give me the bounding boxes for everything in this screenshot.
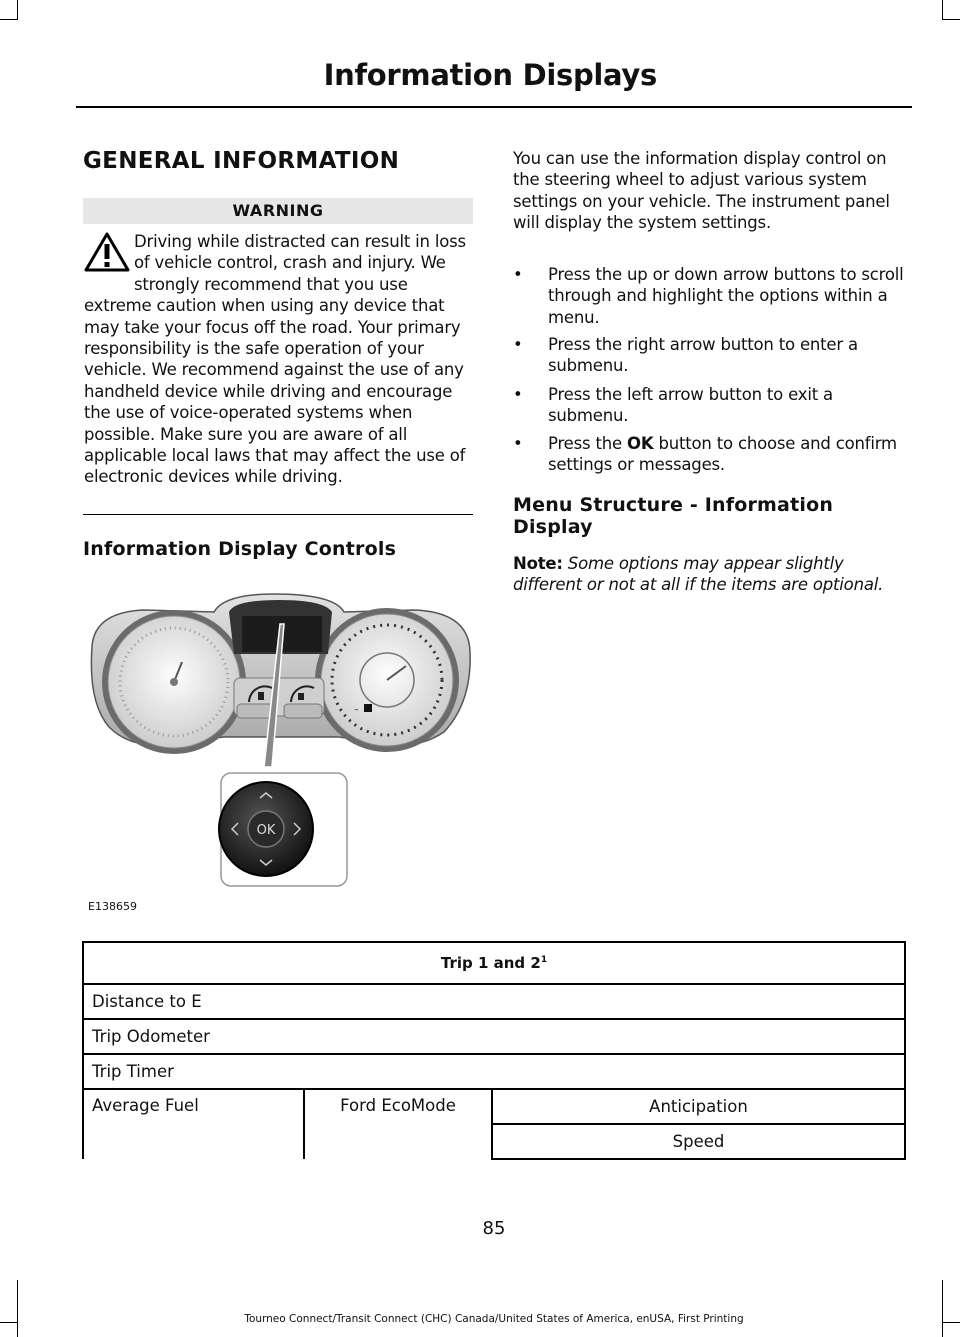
- bullet-text: Press the up or down arrow buttons to scroll through and highlight the options within a menu.: [548, 265, 904, 327]
- crop-mark: [942, 1280, 943, 1337]
- warning-box: [84, 231, 476, 488]
- controls-title: Information Display Controls: [83, 538, 397, 560]
- note-paragraph: [513, 553, 903, 596]
- table-cell: Average Fuel: [83, 1089, 304, 1159]
- svg-text:–: –: [354, 705, 359, 715]
- table-cell: Distance to E: [83, 984, 905, 1019]
- note-text: Some options may appear slightly different or not at all if the items are optional.: [513, 554, 884, 595]
- table-header-cell: [83, 942, 905, 984]
- bullet-text: [548, 433, 913, 476]
- page-footer: Tourneo Connect/Transit Connect (CHC) Canada/United States of America, enUSA, First Printing: [244, 1313, 744, 1325]
- footnote-marker: 1: [540, 955, 548, 965]
- bullet-marker: •: [513, 335, 523, 354]
- section-title: GENERAL INFORMATION: [83, 148, 400, 174]
- bullet-item: [513, 384, 913, 427]
- table-row: [83, 984, 905, 1019]
- warning-text: Driving while distracted can result in loss of vehicle control, crash and injury. We strongly recommend that you use extreme caution when using any device that may take your focus off the road. Your primary responsibility is the safe operation of your vehicle. We recommend against the use of any handheld device while driving and encourage the use of voice-operated systems when possible. Make sure you are aware of all applicable local laws that may affect the use of electronic devices while driving.: [84, 232, 466, 487]
- ok-button-label: OK: [256, 823, 276, 838]
- page-header-title: Information Displays: [323, 58, 657, 92]
- bullet-text-after: button to choose and confirm settings or messages.: [548, 434, 897, 475]
- figure-code: E138659: [88, 900, 137, 913]
- crop-mark: [17, 0, 18, 20]
- crop-mark: [0, 19, 18, 20]
- table-cell: Anticipation: [492, 1089, 905, 1124]
- bullet-marker: •: [513, 385, 523, 404]
- bullet-item: [513, 433, 913, 476]
- menu-structure-title: Menu Structure - Information Display: [513, 494, 834, 538]
- bullet-item: [513, 334, 913, 377]
- table-cell: Ford EcoMode: [304, 1089, 492, 1159]
- bullet-text: Press the right arrow button to enter a submenu.: [548, 335, 858, 376]
- crop-mark: [942, 19, 960, 20]
- table-cell: Trip Odometer: [83, 1019, 905, 1054]
- bullet-marker: •: [513, 434, 523, 453]
- intro-paragraph: You can use the information display control on the steering wheel to adjust various system settings on your vehicle. The instrument panel will display the system settings.: [513, 149, 890, 233]
- ok-keyword: OK: [627, 434, 654, 453]
- table-header-text: Trip 1 and 2: [440, 954, 541, 972]
- table-row: [83, 1089, 905, 1124]
- bullet-text-before: Press the: [548, 434, 627, 453]
- warning-divider: [83, 514, 473, 515]
- table-header-row: [83, 942, 905, 984]
- table-cell: Trip Timer: [83, 1054, 905, 1089]
- table-row: [83, 1054, 905, 1089]
- page-number: 85: [482, 1218, 506, 1239]
- table-row: [83, 1019, 905, 1054]
- warning-triangle-icon: [84, 231, 130, 273]
- warning-banner: [83, 198, 473, 224]
- crop-mark: [17, 1280, 18, 1337]
- header-divider: [76, 106, 912, 108]
- bullet-item: [513, 264, 913, 328]
- note-label: Note:: [513, 554, 563, 573]
- table-cell: Speed: [492, 1124, 905, 1159]
- instrument-cluster-figure: [84, 592, 474, 912]
- menu-structure-table: [82, 941, 906, 1160]
- warning-label: WARNING: [232, 201, 324, 220]
- bullet-text: Press the left arrow button to exit a submenu.: [548, 385, 833, 426]
- crop-mark: [942, 0, 943, 20]
- bullet-marker: •: [513, 265, 523, 284]
